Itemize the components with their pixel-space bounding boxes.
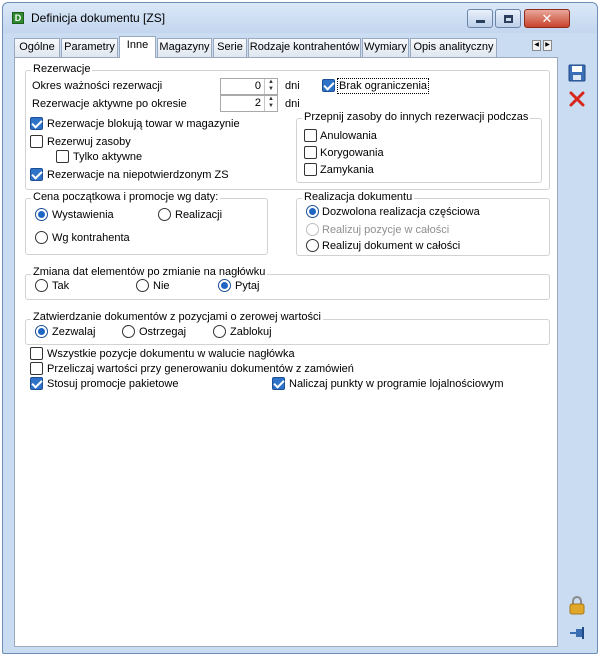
maximize-button[interactable] xyxy=(495,9,521,28)
zezwalaj-radio[interactable] xyxy=(35,325,48,338)
przeliczaj-wartosci-checkbox[interactable] xyxy=(30,362,43,375)
realizuj-pozycje-label: Realizuj pozycje w całości xyxy=(322,224,450,236)
aktywne-po-okresie-unit: dni xyxy=(285,98,300,110)
pin-button[interactable] xyxy=(565,621,589,645)
tylko-aktywne-label: Tylko aktywne xyxy=(73,151,143,163)
wystawienia-label: Wystawienia xyxy=(52,209,114,221)
okres-waznosci-stepper[interactable] xyxy=(220,78,278,95)
przepnij-zasoby-group-label: Przepnij zasoby do innych rezerwacji podczas xyxy=(304,111,529,123)
app-icon: D xyxy=(12,12,24,24)
rezerwacje-group-label: Rezerwacje xyxy=(33,63,91,75)
save-button[interactable] xyxy=(565,61,589,85)
pin-icon xyxy=(565,621,589,645)
zezwalaj-label: Zezwalaj xyxy=(52,326,96,338)
zamykania-checkbox[interactable] xyxy=(304,163,317,176)
cena-poczatkowa-group xyxy=(25,198,268,255)
lock-icon xyxy=(565,593,589,617)
minimize-button[interactable] xyxy=(467,9,493,28)
tab-scroll-right-icon[interactable]: ▶ xyxy=(543,40,552,51)
blokuja-towar-checkbox[interactable] xyxy=(30,117,43,130)
pytaj-radio[interactable] xyxy=(218,279,231,292)
blokuja-towar-label: Rezerwacje blokują towar w magazynie xyxy=(47,118,240,130)
aktywne-po-okresie-label: Rezerwacje aktywne po okresie xyxy=(32,98,187,110)
niepotwierdzony-zs-checkbox[interactable] xyxy=(30,168,43,181)
przeliczaj-wartosci-label: Przeliczaj wartości przy generowaniu dokumentów z zamówień xyxy=(47,363,354,375)
tab-parametry[interactable]: Parametry xyxy=(61,38,118,57)
promocje-pakietowe-checkbox[interactable] xyxy=(30,377,43,390)
realizacja-dokumentu-group-label: Realizacja dokumentu xyxy=(304,191,413,203)
wystawienia-radio[interactable] xyxy=(35,208,48,221)
tab-ogolne[interactable]: Ogólne xyxy=(14,38,60,57)
promocje-pakietowe-label: Stosuj promocje pakietowe xyxy=(47,378,179,390)
cena-poczatkowa-group-label: Cena początkowa i promocje wg daty: xyxy=(33,191,219,203)
stepper-arrows-icon[interactable]: ▲ ▼ xyxy=(264,79,277,94)
tab-content-inne xyxy=(14,57,558,647)
aktywne-po-okresie-stepper[interactable] xyxy=(220,95,278,112)
rezerwuj-zasoby-label: Rezerwuj zasoby xyxy=(47,136,131,148)
okres-waznosci-label: Okres ważności rezerwacji xyxy=(32,80,163,92)
tab-inne[interactable]: Inne xyxy=(119,36,156,58)
brak-ograniczenia-checkbox[interactable] xyxy=(322,79,335,92)
aktywne-po-okresie-value: 2 xyxy=(254,97,261,109)
wg-kontrahenta-label: Wg kontrahenta xyxy=(52,232,130,244)
close-button[interactable] xyxy=(524,9,570,28)
realizuj-dokument-label: Realizuj dokument w całości xyxy=(322,240,461,252)
tab-serie[interactable]: Serie xyxy=(213,38,247,57)
brak-ograniczenia-label: Brak ograniczenia xyxy=(339,80,428,92)
okres-waznosci-value: 0 xyxy=(254,80,261,92)
korygowania-checkbox[interactable] xyxy=(304,146,317,159)
anulowania-label: Anulowania xyxy=(320,130,377,142)
tak-label: Tak xyxy=(52,280,70,292)
rezerwuj-zasoby-checkbox[interactable] xyxy=(30,135,43,148)
window-title: Definicja dokumentu [ZS] xyxy=(31,11,166,25)
tab-wymiary[interactable]: Wymiary xyxy=(362,38,409,57)
korygowania-label: Korygowania xyxy=(320,147,384,159)
minimize-icon xyxy=(476,20,485,23)
delete-x-icon xyxy=(565,87,589,111)
stepper-arrows-icon[interactable]: ▲ ▼ xyxy=(264,96,277,111)
okres-waznosci-unit: dni xyxy=(285,80,300,92)
dozwolona-realizacja-label: Dozwolona realizacja częściowa xyxy=(322,206,480,218)
lock-button[interactable] xyxy=(565,593,589,617)
realizacji-radio[interactable] xyxy=(158,208,171,221)
delete-button[interactable] xyxy=(565,87,589,111)
wg-kontrahenta-radio[interactable] xyxy=(35,231,48,244)
ostrzegaj-radio[interactable] xyxy=(122,325,135,338)
pytaj-label: Pytaj xyxy=(235,280,260,292)
anulowania-checkbox[interactable] xyxy=(304,129,317,142)
niepotwierdzony-zs-label: Rezerwacje na niepotwierdzonym ZS xyxy=(47,169,229,181)
tab-scroll-left-icon[interactable]: ◀ xyxy=(532,40,541,51)
realizuj-pozycje-radio xyxy=(306,223,319,236)
tylko-aktywne-checkbox[interactable] xyxy=(56,150,69,163)
side-toolbar xyxy=(560,57,594,647)
zablokuj-label: Zablokuj xyxy=(230,326,272,338)
zablokuj-radio[interactable] xyxy=(213,325,226,338)
realizacji-label: Realizacji xyxy=(175,209,223,221)
tab-magazyny[interactable]: Magazyny xyxy=(157,38,212,57)
dozwolona-realizacja-radio[interactable] xyxy=(306,205,319,218)
tab-strip xyxy=(14,36,586,58)
maximize-icon xyxy=(504,15,513,23)
punkty-lojalnosciowe-checkbox[interactable] xyxy=(272,377,285,390)
zamykania-label: Zamykania xyxy=(320,164,374,176)
realizuj-dokument-radio[interactable] xyxy=(306,239,319,252)
zmiana-dat-group-label: Zmiana dat elementów po zmianie na nagłówku xyxy=(33,266,266,278)
title-bar[interactable] xyxy=(3,3,597,33)
tab-opis-analityczny[interactable]: Opis analityczny xyxy=(410,38,497,57)
save-icon xyxy=(565,61,589,85)
nie-radio[interactable] xyxy=(136,279,149,292)
punkty-lojalnosciowe-label: Naliczaj punkty w programie lojalnościowym xyxy=(289,378,504,390)
walucie-naglowka-label: Wszystkie pozycje dokumentu w walucie nagłówka xyxy=(47,348,295,360)
zatwierdzanie-group-label: Zatwierdzanie dokumentów z pozycjami o zerowej wartości xyxy=(33,311,321,323)
tab-rodzaje-kontrahentow[interactable]: Rodzaje kontrahentów xyxy=(248,38,361,57)
walucie-naglowka-checkbox[interactable] xyxy=(30,347,43,360)
close-icon: ✕ xyxy=(541,11,553,26)
ostrzegaj-label: Ostrzegaj xyxy=(139,326,187,338)
nie-label: Nie xyxy=(153,280,170,292)
tak-radio[interactable] xyxy=(35,279,48,292)
